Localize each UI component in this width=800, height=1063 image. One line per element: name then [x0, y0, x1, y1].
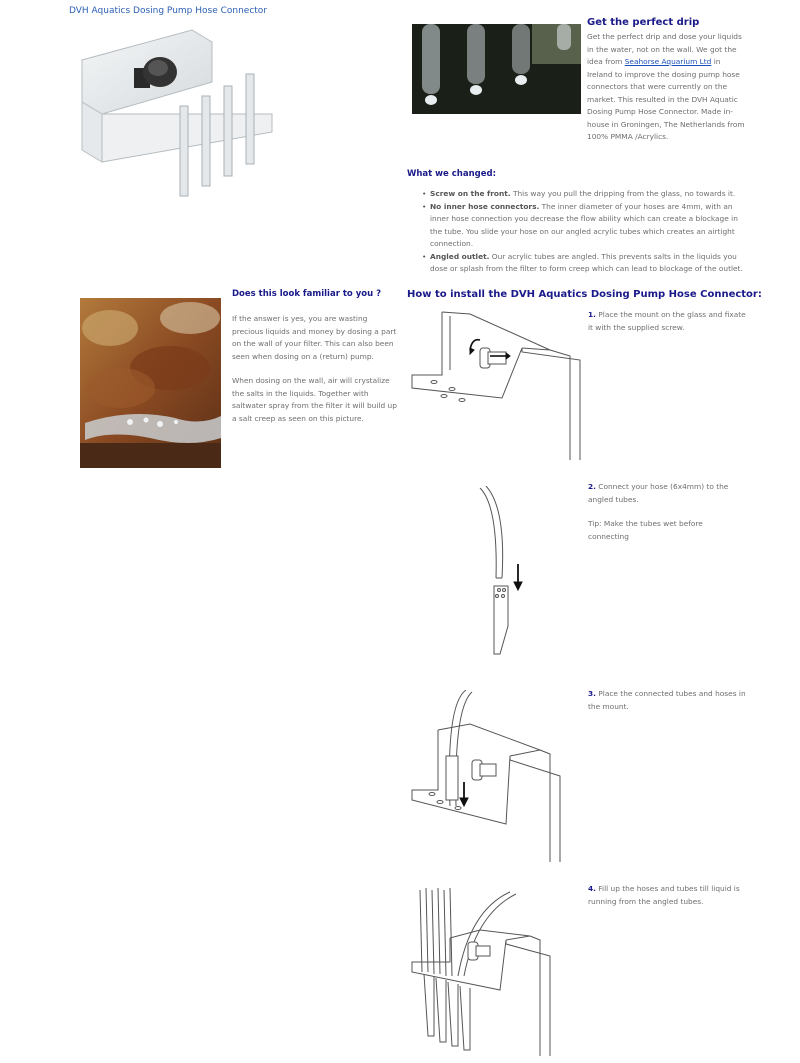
step-4-text: [588, 883, 746, 908]
familiar-paragraph-1: If the answer is yes, you are wasting precious liquids and money by dosing a part on the wall of your filter. This can also been seen when dosing on a (return) pump.: [232, 314, 397, 361]
perfect-drip-heading: Get the perfect drip: [587, 17, 700, 28]
perfect-drip-text: [587, 31, 745, 144]
step-2-diagram: [466, 486, 530, 656]
step-1-diagram: [410, 310, 585, 462]
step-2-text: [588, 481, 746, 506]
seahorse-aquarium-link[interactable]: Seahorse Aquarium Ltd: [624, 57, 712, 66]
change-bold: No inner hose connectors.: [430, 201, 540, 211]
change-bold: Angled outlet.: [430, 251, 490, 261]
page-title: DVH Aquatics Dosing Pump Hose Connector: [69, 6, 268, 16]
step-3-description: Place the connected tubes and hoses in the mount.: [588, 689, 746, 711]
familiar-heading: Does this look familiar to you ?: [232, 289, 382, 299]
step-1-text: [588, 309, 746, 334]
step-3-number: 3.: [588, 689, 596, 698]
drip-photo: [412, 24, 581, 114]
changes-heading: What we changed:: [407, 169, 496, 179]
list-item: [422, 201, 744, 251]
step-2-number: 2.: [588, 482, 596, 491]
change-text: The inner diameter of your hoses are 4mm, with an inner hose connection you decrease the flow ability which can create a blockage in the tube. You slide your hose on our angled acrylic tubes which creates an airtight connection.: [430, 201, 738, 248]
install-heading: How to install the DVH Aquatics Dosing Pump Hose Connector:: [407, 289, 762, 300]
step-1-description: Place the mount on the glass and fixate it with the supplied screw.: [588, 310, 746, 332]
step-4-description: Fill up the hoses and tubes till liquid is running from the angled tubes.: [588, 884, 740, 906]
step-3-diagram: [410, 690, 565, 864]
list-item: [422, 188, 744, 201]
step-2-description: Connect your hose (6x4mm) to the angled tubes.: [588, 482, 729, 504]
step-2-tip: Tip: Make the tubes wet before connecting: [588, 519, 703, 541]
step-3-text: [588, 688, 746, 713]
step-4-number: 4.: [588, 884, 596, 893]
changes-list: [422, 188, 744, 276]
familiar-paragraph-2: When dosing on the wall, air will crystalize the salts in the liquids. Together with saltwater spray from the filter it will build up a salt creep as seen on this picture.: [232, 376, 397, 423]
step-4-diagram: [410, 886, 555, 1058]
change-bold: Screw on the front.: [430, 189, 511, 198]
perfect-drip-text-before: Get the perfect drip and dose your liquids in the water, not on the wall. We got the idea from: [587, 32, 742, 66]
product-photo: [72, 22, 280, 198]
perfect-drip-text-after: in Ireland to improve the dosing pump hose connectors that were currently on the market. This resulted in the DVH Aquatic Dosing Pump Hose Connector. Made in-house in Groningen, The Netherlands from 100% PMMA /Acrylics.: [587, 57, 745, 141]
step-1-number: 1.: [588, 310, 596, 319]
list-item: [422, 251, 744, 276]
salt-creep-photo: [80, 298, 221, 468]
change-text: Our acrylic tubes are angled. This prevents salts in the liquids you dose or splash from the filter to form creep which can lead to blockage of the outlet.: [430, 251, 743, 273]
change-text: This way you pull the dripping from the glass, no towards it.: [510, 189, 736, 198]
